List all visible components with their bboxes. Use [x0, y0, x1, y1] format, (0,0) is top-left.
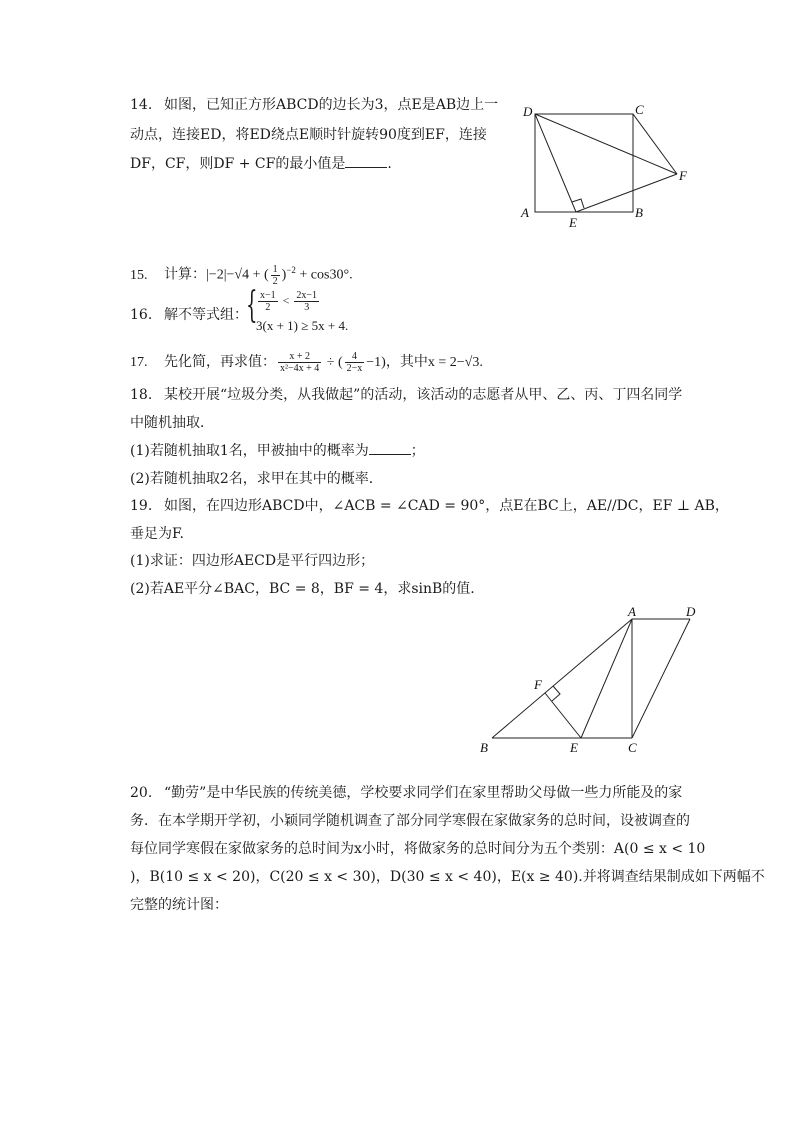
- q14-text-2: 动点，连接ED，将ED绕点E顺时针旋转90度到EF，连接: [130, 127, 487, 143]
- q20-line-5: [130, 896, 228, 914]
- q19-text-2: 垂足为F.: [130, 526, 184, 542]
- q14-number: 14.: [130, 97, 153, 113]
- q15-frac-top: 1: [272, 263, 278, 275]
- q14-answer-blank: [345, 155, 387, 168]
- q16-frac-1: [258, 290, 278, 313]
- label-e: E: [570, 740, 578, 755]
- segment-ef: [576, 174, 677, 212]
- q15-plus: + (: [249, 267, 269, 283]
- q19-line-1: [130, 497, 729, 515]
- q18-text-1: 某校开展“垃圾分类，从我做起”的活动，该活动的志愿者从甲、乙、丙、丁四名同学: [164, 387, 683, 403]
- label-a: A: [521, 205, 529, 220]
- q17-frac1-top: x + 2: [278, 351, 321, 363]
- q16-end: .: [344, 318, 349, 333]
- q18-answer-blank: [369, 442, 411, 455]
- q17-after: −1)，其中x = 2−√3.: [366, 355, 483, 370]
- q15-fraction: [271, 264, 280, 287]
- q19-text-3: (1)求证：四边形AECD是平行四边形；: [130, 553, 375, 569]
- q16-line: [130, 306, 248, 324]
- label-d: D: [686, 604, 696, 619]
- q20-line-3: [130, 840, 705, 858]
- q19-line-2: [130, 525, 184, 543]
- q16-frac2-top: 2x−1: [296, 290, 318, 301]
- q16-row-2: [256, 318, 348, 334]
- q15-sqrt: √4: [234, 267, 250, 283]
- q15-number: 15.: [130, 267, 148, 283]
- label-c: C: [628, 740, 637, 755]
- label-f: F: [534, 677, 542, 692]
- q19-text-1: 如图，在四边形ABCD中，∠ACB = ∠CAD = 90°，点E在BC上，AE//DC，EF ⊥ AB，: [164, 498, 729, 514]
- right-angle-mark: [552, 686, 560, 701]
- q20-line-1: [130, 784, 682, 802]
- q19-text-4: (2)若AE平分∠BAC，BC = 8，BF = 4，求sinB的值.: [130, 581, 475, 597]
- q19-line-4: [130, 580, 475, 598]
- q20-text-2: 务．在本学期开学初，小颖同学随机调查了部分同学寒假在家做家务的总时间，设被调查的: [130, 813, 690, 829]
- segment-dc: [632, 619, 690, 738]
- label-a: A: [628, 604, 636, 619]
- q17-frac2-bottom: 2−x: [346, 363, 363, 375]
- q18-line-1: [130, 386, 682, 404]
- label-d: D: [523, 104, 533, 119]
- q17-line: [130, 350, 483, 376]
- q19-quadrilateral-figure: [478, 604, 703, 762]
- label-c: C: [635, 102, 644, 117]
- q20-text-5: 完整的统计图：: [130, 897, 228, 913]
- q15-exponent: −2: [286, 265, 296, 275]
- q16-row-2-text: 3(x + 1) ≥ 5x + 4: [256, 318, 345, 333]
- q16-text: 解不等式组：: [164, 307, 248, 323]
- q15-post: ): [281, 267, 287, 283]
- q18-line-3: [130, 442, 425, 460]
- q15-pre: 计算：|−2|−: [164, 267, 235, 283]
- q20-text-3: 每位同学寒假在家做家务的总时间为x小时，将做家务的总时间分为五个类别：A(0 ≤ x < 10: [130, 841, 706, 857]
- q17-frac-2: [345, 351, 365, 374]
- q20-text-4: )，B(10 ≤ x < 20)，C(20 ≤ x < 30)，D(30 ≤ x < 40)，E(x ≥ 40).并将调查结果制成如下两幅不: [130, 869, 765, 885]
- q17-frac2-top: 4: [345, 351, 365, 363]
- q14-line-1: [130, 96, 498, 114]
- q14-text-3-end: .: [387, 156, 392, 172]
- q18-line-2: [130, 414, 214, 432]
- q16-frac1-top: x−1: [260, 290, 276, 301]
- q18-text-4: (2)若随机抽取2名，求甲在其中的概率．: [130, 471, 383, 487]
- q17-pre: 先化简，再求值：: [164, 355, 276, 370]
- q18-text-2: 中随机抽取．: [130, 415, 214, 431]
- q16-less-than: <: [282, 293, 290, 308]
- q16-frac-2: [294, 290, 319, 313]
- square-abcd: [535, 114, 633, 212]
- q20-line-4: [130, 868, 765, 886]
- q15-frac-bottom: 2: [272, 275, 278, 287]
- label-b: B: [480, 740, 488, 755]
- q18-number: 18.: [130, 387, 153, 403]
- q18-text-3: (1)若随机抽取1名，甲被抽中的概率为: [130, 443, 369, 459]
- q16-row-1: [256, 290, 321, 313]
- q17-frac-1: [278, 351, 321, 374]
- q18-line-4: [130, 470, 383, 488]
- label-b: B: [635, 205, 643, 220]
- q20-number: 20.: [130, 785, 153, 801]
- q15-tail: + cos30°.: [295, 267, 353, 283]
- q16-number: 16.: [130, 307, 153, 323]
- q16-frac1-bottom: 2: [265, 302, 271, 313]
- q17-div: ÷ (: [323, 355, 343, 370]
- q14-square-figure: [515, 98, 705, 233]
- q14-text-3: DF，CF，则DF + CF的最小值是: [130, 156, 346, 172]
- q14-line-3: [130, 155, 392, 173]
- segment-ae: [581, 619, 632, 738]
- q15-line: [130, 258, 353, 288]
- segment-ba: [492, 619, 632, 738]
- label-e: E: [569, 215, 577, 230]
- segment-ef: [545, 693, 581, 738]
- q16-brace: {: [246, 285, 258, 326]
- q20-text-1: “勤劳”是中华民族的传统美德，学校要求同学们在家里帮助父母做一些力所能及的家: [164, 785, 683, 801]
- q17-frac1-bottom: x²−4x + 4: [280, 363, 320, 375]
- q19-number: 19.: [130, 498, 153, 514]
- q14-text-1: 如图，已知正方形ABCD的边长为3，点E是AB边上一: [164, 97, 499, 113]
- q17-number: 17.: [130, 355, 148, 370]
- q18-text-3-end: ；: [410, 443, 425, 459]
- q16-frac2-bottom: 3: [304, 302, 310, 313]
- q20-line-2: [130, 812, 690, 830]
- q14-line-2: [130, 126, 487, 144]
- q19-line-3: [130, 552, 374, 570]
- label-f: F: [679, 168, 687, 183]
